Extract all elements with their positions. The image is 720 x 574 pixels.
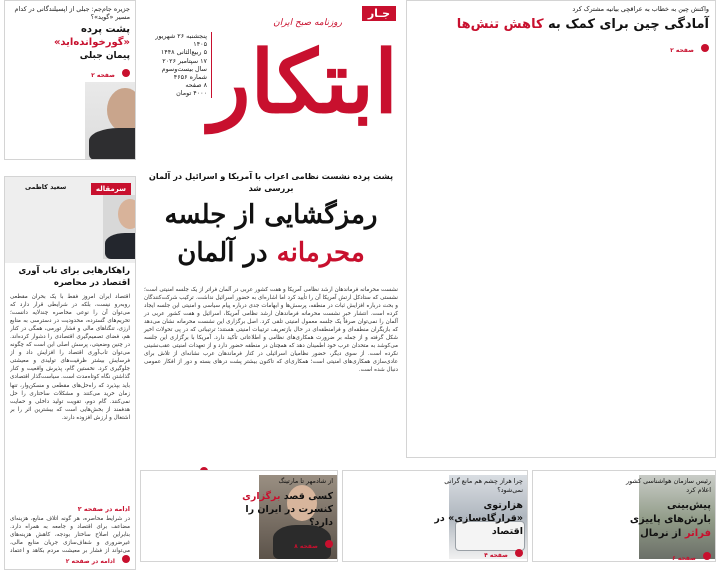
top-left-page xyxy=(5,61,135,82)
page-marker-icon xyxy=(515,549,523,557)
economy-kicker: چرا هراز چشم هم مانع گرانی نمی‌شود؟ xyxy=(444,477,523,494)
top-left-page-ref: صفحه ۲ xyxy=(91,72,115,80)
page-marker-icon xyxy=(122,69,130,77)
column-tag: سرمقاله xyxy=(91,183,131,195)
lead-headline-tail: در آلمان xyxy=(177,238,268,268)
lead-kicker: پشت پرده نشست نظامی اعراب با آمریکا و اسرائیل در آلمان بررسی شد xyxy=(148,171,394,193)
culture-kicker: از شادمهر تا مارتینگ xyxy=(278,477,333,485)
culture-headline xyxy=(235,490,333,529)
china-page-ref: صفحه ۲ xyxy=(670,47,694,54)
lead-headline-2 xyxy=(140,234,402,272)
author-body xyxy=(105,233,136,259)
culture-text xyxy=(235,477,333,552)
bottom-story-culture[interactable] xyxy=(140,470,338,562)
weather-headline-red: فراتر xyxy=(684,528,711,539)
china-headline-red: کاهش تنش‌ها xyxy=(456,17,544,32)
column-author-photo xyxy=(103,195,136,259)
economy-headline-tail: «قرارگاه‌سازی» در اقتصاد xyxy=(434,513,523,537)
bottom-story-weather[interactable] xyxy=(532,470,716,562)
masthead-date-line: ۴۰۰۰ تومان xyxy=(176,89,207,98)
lead-body: نشست محرمانه فرماندهان ارشد نظامی آمریکا و هفت کشور عربی در آلمان فراتر از یک جلسه امنیتی است؛ نشستی که ستادکل ارتش آمریکا آن را تأیید کرد اما اشاره‌ای به حضور اسرائیل نداشت. ترکیب شرکت‌کنندگان و بحث درباره افزایش ثبات در منطقه، پرسش‌ها و ابهامات جدی درباره پیام سیاسی و امنیتی این جلسه ایجاد کرده است. انتشار خبر نشست محرمانه فرماندهان ارشد نظامی آمریکا، اسرائیل و هفت کشور عربی در آلمان را نمی‌توان صرفاً یک جلسه معمول امنیتی تلقی کرد. اصل برگزاری این نشست محرمانه نشان می‌دهد که بازیگران منطقه‌ای و فرامنطقه‌ای در حال بازتعریف ترتیبات امنیتی هستند؛ ترتیباتی که در پی تحولات اخیر شکل گرفته و از جمله بر ضرورت همکاری‌های نظامی و اطلاعاتی تأکید دارد. آمریکا با برگزاری این جلسه می‌کوشد به متحدان عرب خود اطمینان دهد که همچنان در منطقه حضور دارد و از تعهدات امنیتی عقب‌نشینی نکرده است. از سوی دیگر، حضور نظامیان اسرائیلی در کنار فرماندهان عرب نشانه‌ای از تلاش برای عادی‌سازی همکاری‌های امنیتی است؛ همکاری‌ای که تاکنون بیشتر پشت درهای بسته و دور از افکار عمومی دنبال شده است. xyxy=(144,287,398,374)
page-marker-icon xyxy=(703,552,711,560)
weather-page-ref: صفحه ۶ xyxy=(672,555,696,562)
culture-headline-black: کسی قصد xyxy=(283,491,333,502)
masthead-date-line: پنجشنبه ۲۶ شهریور ۱۴۰۵ xyxy=(155,32,207,49)
bottom-story-economy[interactable] xyxy=(342,470,528,562)
masthead xyxy=(140,0,402,170)
economy-text xyxy=(431,477,523,561)
masthead-date-line: سال بیست‌وسوم xyxy=(161,64,207,73)
lead-headline-red: محرمانه xyxy=(276,238,365,268)
china-page xyxy=(407,37,715,56)
column-more xyxy=(66,548,130,567)
china-headline-black: آمادگی چین برای کمک به xyxy=(548,17,709,32)
economy-page xyxy=(431,542,523,561)
column-author: سعید کاظمی xyxy=(25,183,67,191)
top-left-author-photo xyxy=(85,82,136,160)
culture-page-ref: صفحه ۸ xyxy=(294,543,318,550)
culture-headline-red: برگزاری xyxy=(242,491,281,502)
weather-headline-black: پیش‌بینی بارش‌های پاییزی xyxy=(629,500,711,525)
top-left-author: پیمان جبلی xyxy=(79,51,130,62)
top-left-story[interactable] xyxy=(4,0,136,160)
editorial-column[interactable] xyxy=(4,176,136,570)
masthead-date-line: ۸ صفحه xyxy=(185,81,207,90)
masthead-date-line: شماره ۴۶۵۶ xyxy=(173,73,207,82)
weather-headline xyxy=(619,499,711,541)
masthead-tagline: روزنامه صبح ایران xyxy=(273,18,342,28)
column-headline: راهکارهایی برای تاب آوری اقتصاد در محاصره xyxy=(18,266,130,288)
china-headline xyxy=(407,13,715,37)
column-body: اقتصاد ایران امروز فقط با یک بحران مقطعی روبه‌رو نیست، بلکه در شرایطی قرار دارد که می‌توان آن را نوعی محاصره چندلایه دانست؛ تحریم‌های گسترده، محدودیت در دسترسی به منابع ارزی، تنگناهای مالی و فشار تورمی، همگی در کنار هم، فضای تصمیم‌گیری اقتصادی را دشوار کرده‌اند. در چنین وضعیتی، پرسش اصلی این است که چگونه می‌توان تاب‌آوری اقتصاد را افزایش داد و از فرسایش بیشتر ظرفیت‌های تولیدی و معیشتی جلوگیری کرد. نخستین گام، پذیرش واقعیت و کنار گذاشتن نگاه کوتاه‌مدت است. سیاست‌گذار اقتصادی باید بپذیرد که راه‌حل‌های مقطعی و مسکن‌وار، تنها زمان خرید می‌کنند و مشکلات ساختاری را حل نمی‌کنند. گام دوم، تقویت تولید داخلی و حمایت هدفمند از بخش‌هایی است که بیشترین اثر را بر اشتغال و ارزش افزوده دارند. xyxy=(10,294,130,421)
masthead-date-line: ۱۷ سپتامبر ۲۰۲۶ xyxy=(162,56,207,65)
economy-headline-black: هزارتوی xyxy=(483,500,523,511)
masthead-date-line: ۵ ربیع‌الثانی ۱۴۴۸ xyxy=(160,48,207,57)
top-left-headline xyxy=(5,21,135,51)
masthead-date-block xyxy=(148,32,212,98)
culture-page xyxy=(235,533,333,552)
column-more-ref: ادامه در صفحه ۲ xyxy=(65,558,115,565)
author-head xyxy=(107,88,136,132)
china-kicker: واکنش چین به خطاب به عراقچی بیانیه مشترک کرد xyxy=(572,5,709,13)
masthead-logo: ابتکار xyxy=(208,32,398,133)
weather-text xyxy=(619,477,711,562)
weather-headline-tail: از نرمال xyxy=(640,528,682,539)
page-marker-icon xyxy=(701,44,709,52)
top-left-headline-red: «گورخوانده‌اید» xyxy=(53,37,130,49)
column-continue-link[interactable]: ادامه در صفحه ۲ xyxy=(77,505,130,513)
column-header xyxy=(5,177,135,263)
column-body-secondary: در شرایط محاصره، هر گونه اتلاف منابع، هزینه‌ای مضاعف برای اقتصاد و جامعه به همراه دارد. بنابراین اصلاح ساختار بودجه، کاهش هزینه‌های غیرضروری و شفاف‌سازی جریان منابع مالی، می‌تواند از فشار بر معیشت مردم بکاهد و اعتماد xyxy=(10,516,130,555)
page-marker-icon xyxy=(325,540,333,548)
page-marker-icon xyxy=(122,555,130,563)
lead-headline-1: رمزگشایی از جلسه xyxy=(164,200,378,230)
culture-headline-tail: کنسرت در ایران را دارد؟ xyxy=(245,504,333,528)
author-head xyxy=(118,199,136,229)
top-left-headline-black: پشت پرده xyxy=(80,24,130,36)
top-left-kicker: جزیره جام‌جم: جبلی از اپسیلندگانی در کدام مسیر «گوید»؟ xyxy=(14,5,130,22)
china-story[interactable] xyxy=(406,0,716,458)
author-body xyxy=(89,128,136,160)
weather-page xyxy=(619,545,711,562)
economy-page-ref: صفحه ۴ xyxy=(484,552,508,559)
weather-kicker: رئیس سازمان هواشناسی کشور اعلام کرد xyxy=(626,477,711,494)
economy-headline xyxy=(431,499,523,538)
masthead-tag: جـار xyxy=(362,6,396,21)
lead-story[interactable] xyxy=(140,168,402,468)
